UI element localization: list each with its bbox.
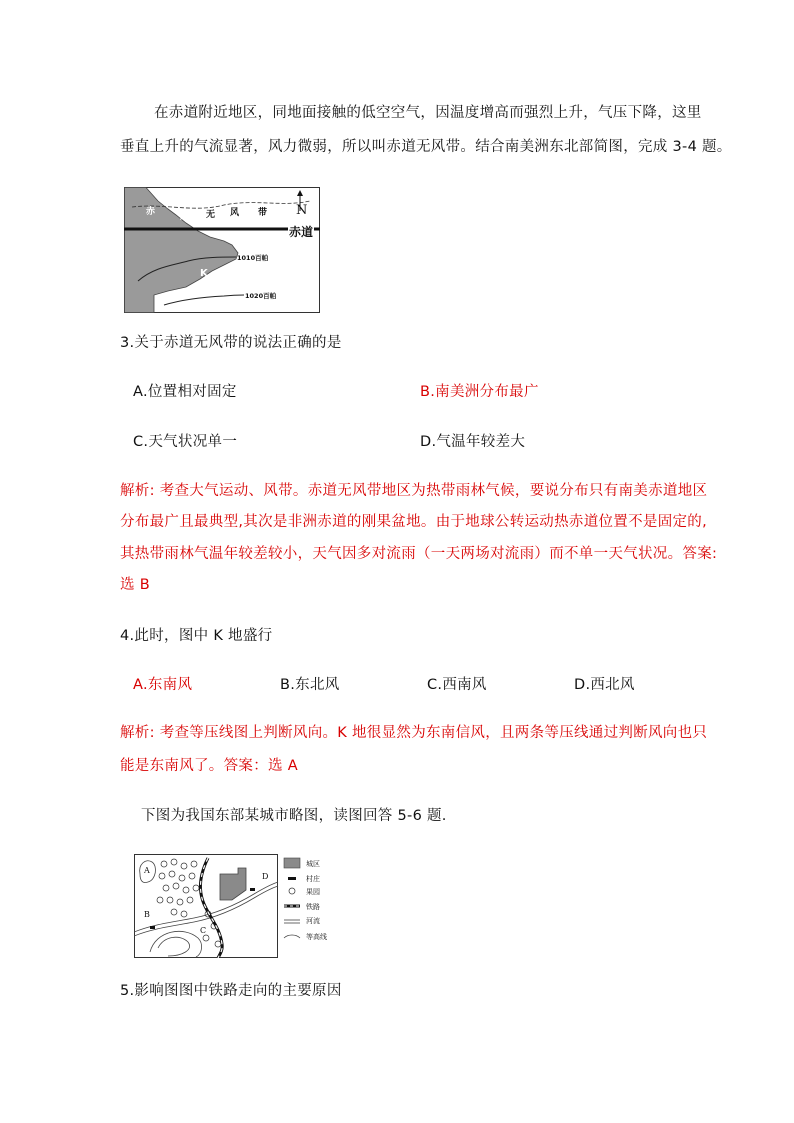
band-char-1: 赤 <box>146 207 156 217</box>
q4-option-c: C.西南风 <box>427 677 487 693</box>
q3-option-a: A.位置相对固定 <box>133 384 237 400</box>
q4-option-a: A.东南风 <box>133 677 193 693</box>
band-char-5: 带 <box>258 208 268 218</box>
q4-stem: 4.此时，图中 K 地盛行 <box>120 628 273 644</box>
band-char-3: 无 <box>206 210 216 220</box>
isobar-1020-label: 1020百帕 <box>245 292 277 300</box>
intro-2: 下图为我国东部某城市略图，读图回答 5-6 题. <box>141 808 447 824</box>
q3-analysis-line-4: 选 B <box>120 577 150 593</box>
isobar-1010-label: 1010百帕 <box>237 254 269 262</box>
q3-stem: 3.关于赤道无风带的说法正确的是 <box>120 335 342 351</box>
legend-contour: 等高线 <box>306 933 327 941</box>
q4-analysis-line-2: 能是东南风了。答案：选 A <box>120 758 298 774</box>
south-america-map <box>124 187 320 313</box>
q3-analysis-line-3: 其热带雨林气温年较差较小，天气因多对流雨（一天两场对流雨）而不单一天气状况。答案: <box>120 546 718 562</box>
q4-analysis-line-1: 解析: 考查等压线图上判断风向。K 地很显然为东南信风，且两条等压线通过判断风向也只 <box>120 725 708 741</box>
point-k-label: K <box>200 268 208 279</box>
legend-city: 城区 <box>306 860 320 868</box>
legend-river: 河流 <box>306 917 320 925</box>
equator-label: 赤道 <box>289 225 314 239</box>
legend-railway: 铁路 <box>306 903 320 911</box>
point-d-label: D <box>262 872 269 881</box>
intro-line-2: 垂直上升的气流显著，风力微弱，所以叫赤道无风带。结合南美洲东北部简图，完成 3-4 题。 <box>120 139 732 155</box>
q3-analysis-line-1: 解析: 考查大气运动、风带。赤道无风带地区为热带雨林气候，要说分布只有南美赤道地区 <box>120 483 708 499</box>
band-char-4: 风 <box>230 208 240 218</box>
legend-village: 村庄 <box>306 875 320 883</box>
q4-option-b: B.东北风 <box>280 677 340 693</box>
q5-stem: 5.影响图图中铁路走向的主要原因 <box>120 983 342 999</box>
q3-analysis-line-2: 分布最广且最典型,其次是非洲赤道的刚果盆地。由于地球公转运动热赤道位置不是固定的, <box>120 514 708 530</box>
q3-option-c: C.天气状况单一 <box>133 434 238 450</box>
q3-option-b: B.南美洲分布最广 <box>420 384 539 400</box>
point-a-label: A <box>144 866 150 875</box>
q3-option-d: D.气温年较差大 <box>420 434 526 450</box>
point-c-label: C <box>200 926 207 935</box>
legend-orchard: 果园 <box>306 888 320 896</box>
city-map <box>134 854 374 958</box>
q4-option-d: D.西北风 <box>574 677 635 693</box>
band-char-2: 道 <box>180 212 190 222</box>
intro-line-1: 在赤道附近地区，同地面接触的低空空气，因温度增高而强烈上升，气压下降，这里 <box>154 105 702 121</box>
point-b-label: B <box>144 910 150 919</box>
north-label: N <box>296 203 308 218</box>
